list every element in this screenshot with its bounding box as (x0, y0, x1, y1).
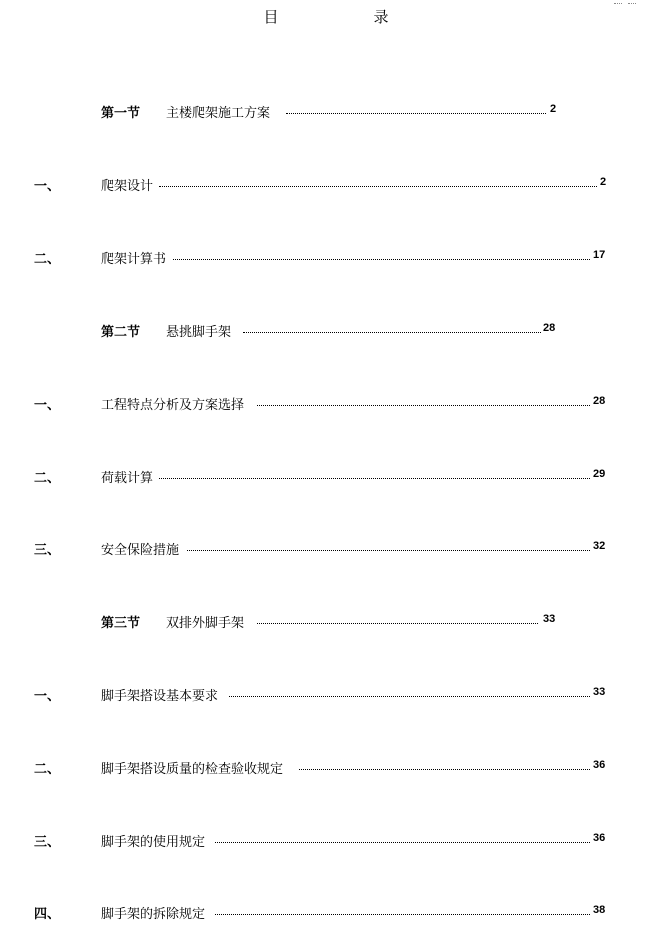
toc-entry[interactable] (0, 467, 652, 489)
toc-entry[interactable] (0, 612, 652, 634)
toc-entry[interactable] (0, 539, 652, 561)
page-number: 28 (593, 395, 606, 407)
entry-number: 二、 (34, 762, 61, 777)
page-number: 32 (593, 540, 606, 552)
leader-dots (187, 550, 590, 551)
page-number: 29 (593, 468, 606, 480)
entry-number: 一、 (34, 689, 61, 704)
toc-entry-label (101, 102, 270, 121)
entry-title: 工程特点分析及方案选择 (101, 398, 245, 413)
page-number: 36 (593, 759, 606, 771)
entry-number: 二、 (34, 252, 61, 267)
entry-title: 脚手架搭设质量的检查验收规定 (101, 762, 284, 777)
entry-title: 荷载计算 (101, 471, 154, 486)
toc-entry-label (101, 321, 231, 340)
leader-dots (159, 186, 597, 187)
section-number: 第二节 (101, 325, 141, 340)
leader-dots (215, 842, 590, 843)
toc-entry[interactable] (0, 394, 652, 416)
entry-number: 三、 (34, 543, 61, 558)
page-number: 38 (593, 904, 606, 916)
entry-title: 主楼爬架施工方案 (166, 106, 271, 121)
toc-entry-label (101, 612, 244, 631)
entry-number: 四、 (34, 907, 61, 922)
entry-number: 一、 (34, 398, 61, 413)
page-number: 33 (543, 613, 556, 625)
entry-number: 二、 (34, 471, 61, 486)
page-number: 2 (600, 176, 607, 188)
entry-title: 脚手架的使用规定 (101, 835, 206, 850)
page-number: 2 (550, 103, 557, 115)
leader-dots (257, 623, 538, 624)
toc-entry[interactable] (0, 321, 652, 343)
leader-dots (286, 113, 546, 114)
entry-title: 安全保险措施 (101, 543, 180, 558)
section-number: 第三节 (101, 616, 141, 631)
page-title: 目 录 (263, 8, 429, 26)
leader-dots (243, 332, 541, 333)
entry-title: 爬架设计 (101, 179, 154, 194)
toc-entry[interactable] (0, 758, 652, 780)
leader-dots (229, 696, 590, 697)
leader-dots (173, 259, 590, 260)
page-number: 17 (593, 249, 606, 261)
page-number: 36 (593, 832, 606, 844)
page-number: 33 (593, 686, 606, 698)
entry-title: 悬挑脚手架 (166, 325, 232, 340)
leader-dots (299, 769, 590, 770)
toc-entry[interactable] (0, 903, 652, 925)
leader-dots (215, 914, 590, 915)
leader-dots (159, 478, 590, 479)
toc-entry[interactable] (0, 102, 652, 124)
entry-title: 爬架计算书 (101, 252, 167, 267)
leader-dots (257, 405, 590, 406)
section-number: 第一节 (101, 106, 141, 121)
entry-title: 双排外脚手架 (166, 616, 245, 631)
entry-number: 三、 (34, 835, 61, 850)
toc-entry[interactable] (0, 175, 652, 197)
toc-entry[interactable] (0, 685, 652, 707)
entry-title: 脚手架的拆除规定 (101, 907, 206, 922)
entry-number: 一、 (34, 179, 61, 194)
toc-entry[interactable] (0, 831, 652, 853)
entry-title: 脚手架搭设基本要求 (101, 689, 219, 704)
toc-entry[interactable] (0, 248, 652, 270)
page-number: 28 (543, 322, 556, 334)
